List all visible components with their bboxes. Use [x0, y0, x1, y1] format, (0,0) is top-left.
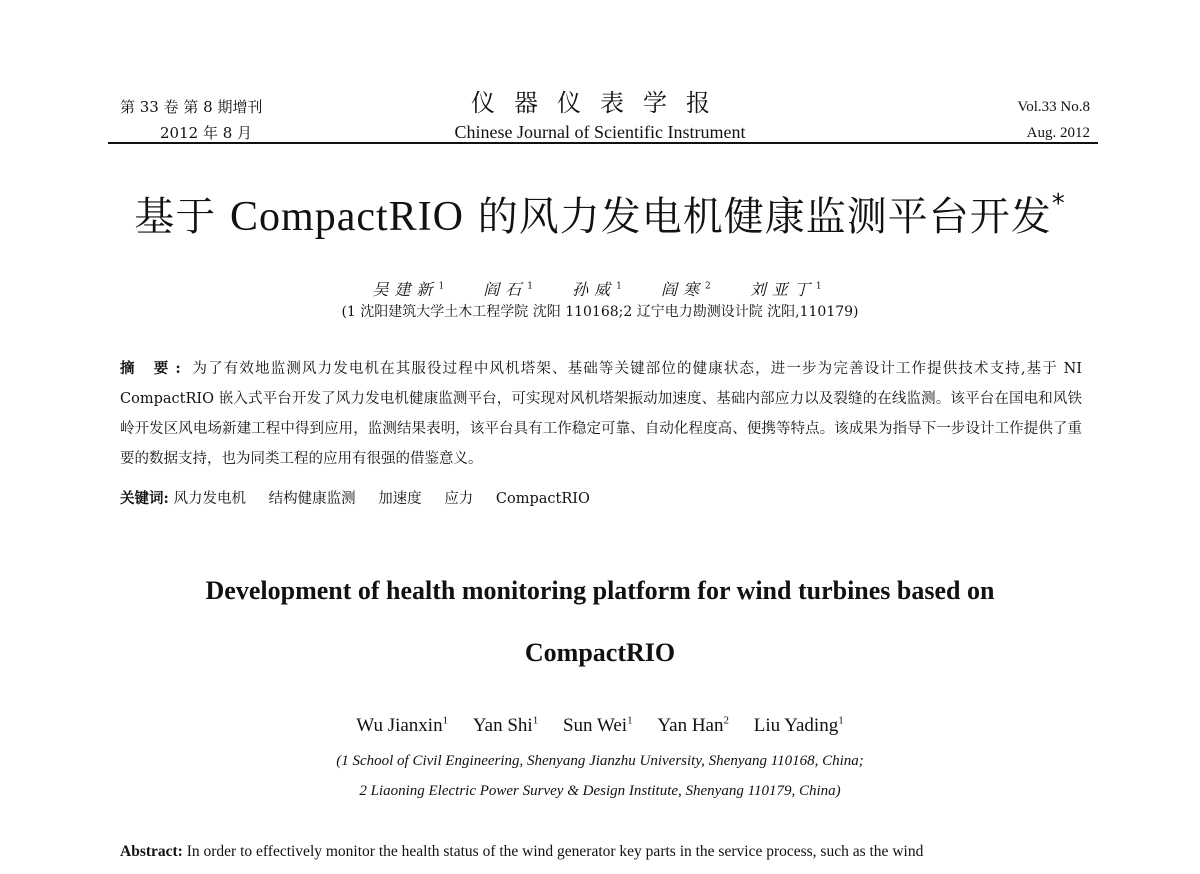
title-footnote-mark: *: [1051, 189, 1066, 219]
affiliation-en: [0, 746, 1200, 806]
author-cn: 吴建新$^1$: [372, 280, 451, 300]
title-cn-suffix: 的风力发电机健康监测平台开发: [463, 194, 1052, 240]
author-cn: 阎寒$^2$: [660, 280, 717, 300]
author-en: Yan Shi$^1$: [472, 715, 539, 737]
keywords-cn: [120, 485, 1082, 513]
header-divider: [108, 142, 1098, 144]
paper-title-cn: [0, 176, 1200, 245]
abstract-cn-label: 摘 要:: [120, 360, 187, 377]
title-cn-latin: CompactRIO: [230, 194, 464, 240]
journal-name-en: Chinese Journal of Scientific Instrument: [454, 122, 746, 142]
date-cn: 2012 年 8 月: [160, 124, 253, 142]
header-issue-block: [1017, 94, 1090, 146]
title-cn-prefix: 基于: [134, 194, 231, 240]
keyword: 应力: [444, 491, 474, 507]
keyword: 风力发电机: [173, 491, 246, 507]
keyword: CompactRIO: [495, 491, 590, 507]
keyword: 加速度: [378, 491, 422, 507]
keywords-cn-label: 关键词:: [120, 490, 169, 507]
keyword: 结构健康监测: [268, 491, 356, 507]
author-en: Liu Yading$^1$: [753, 715, 844, 737]
author-list-en: [0, 708, 1200, 739]
paper-title-en: [0, 560, 1200, 684]
abstract-en: [120, 840, 1090, 864]
volume-en: Vol.33 No.8: [1017, 99, 1090, 115]
abstract-cn-text: 为了有效地监测风力发电机在其服役过程中风机塔架、基础等关键部位的健康状态，进一步为完善设计工作提供技术支持,基于 NI CompactRIO 嵌入式平台开发了风力发电机健康监测平台，可实现对风机塔架振动加速度、基础内部应力以及裂缝的在线监测。该平台在国电和风铁岭开发区风电场新建工程中得到应用，监测结果表明，该平台具有工作稳定可靠、自动化程度高、便携等特点。该成果为指导下一步设计工作提供了重要的数据支持，也为同类工程的应用有很强的借鉴意义。: [120, 361, 1083, 467]
author-cn: 阎石$^1$: [483, 280, 540, 300]
author-cn: 刘亚丁$^1$: [749, 280, 828, 300]
abstract-cn: [120, 354, 1082, 474]
author-cn: 孙威$^1$: [572, 280, 628, 300]
title-en-line1: Development of health monitoring platform for wind turbines based on: [205, 576, 995, 605]
abstract-en-label: Abstract:: [120, 843, 183, 860]
title-en-line2: CompactRIO: [524, 638, 676, 667]
abstract-en-text: In order to effectively monitor the health status of the wind generator key parts in the service process, such as the wind: [186, 843, 924, 860]
author-list-cn: [0, 276, 1200, 301]
date-en: Aug. 2012: [1026, 125, 1090, 141]
author-en: Sun Wei$^1$: [562, 715, 633, 737]
affiliation-en-line2: 2 Liaoning Electric Power Survey & Design Institute, Shenyang 110179, China): [359, 783, 841, 799]
author-en: Yan Han$^2$: [657, 715, 729, 737]
volume-cn: 第 33 卷 第 8 期增刊: [120, 98, 263, 116]
author-en: Wu Jianxin$^1$: [356, 715, 449, 737]
affiliation-en-line1: (1 School of Civil Engineering, Shenyang Jianzhu University, Shenyang 110168, China;: [336, 753, 864, 769]
journal-name-cn: 仪器仪表学报: [471, 89, 729, 117]
affiliation-cn: (1 沈阳建筑大学土木工程学院 沈阳 110168;2 辽宁电力勘测设计院 沈阳,110179): [341, 304, 859, 320]
